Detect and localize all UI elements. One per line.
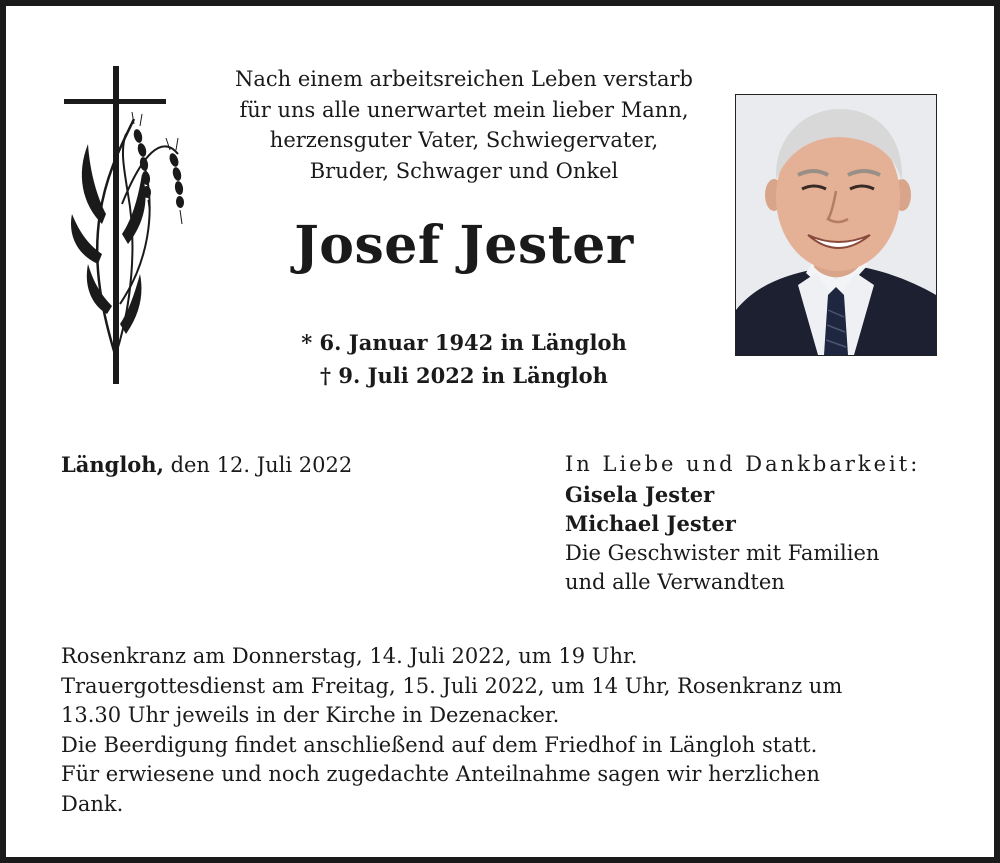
thanks-heading: In Liebe und Dankbarkeit: xyxy=(565,452,921,476)
place-and-date xyxy=(61,450,352,480)
service-line: Rosenkranz am Donnerstag, 14. Juli 2022, um 19 Uhr. xyxy=(61,644,638,668)
portrait-illustration xyxy=(736,95,936,355)
deceased-name: Josef Jester xyxy=(294,215,634,276)
notice-date: den 12. Juli 2022 xyxy=(163,453,353,477)
intro-text xyxy=(196,64,732,186)
cross-with-wheat-icon xyxy=(62,64,192,388)
portrait-photo xyxy=(735,94,937,356)
service-line: Dank. xyxy=(61,791,124,816)
intro-line: Nach einem arbeitsreichen Leben verstarb xyxy=(235,67,693,91)
relatives-line: und alle Verwandten xyxy=(565,570,785,594)
mourners-block xyxy=(565,450,920,598)
service-line: Für erwiesene und noch zugedachte Anteilnahme sagen wir herzlichen xyxy=(61,762,820,786)
mourner-name: Gisela Jester xyxy=(565,481,715,507)
service-details xyxy=(61,642,941,819)
birth-date: * 6. Januar 1942 in Längloh xyxy=(301,330,627,355)
place-name: Längloh, xyxy=(61,452,164,477)
death-date: † 9. Juli 2022 in Längloh xyxy=(320,363,608,388)
service-line: Trauergottesdienst am Freitag, 15. Juli 2022, um 14 Uhr, Rosenkranz um xyxy=(61,673,843,698)
intro-line: für uns alle unerwartet mein lieber Mann, xyxy=(239,97,689,122)
relatives-line: Die Geschwister mit Familien xyxy=(565,540,880,565)
mourner-name: Michael Jester xyxy=(565,511,736,536)
service-line: 13.30 Uhr jeweils in der Kirche in Dezenacker. xyxy=(61,703,560,727)
service-line: Die Beerdigung findet anschließend auf dem Friedhof in Längloh statt. xyxy=(61,732,818,757)
life-dates xyxy=(196,326,732,392)
intro-line: Bruder, Schwager und Onkel xyxy=(309,158,619,183)
intro-line: herzensguter Vater, Schwiegervater, xyxy=(269,128,659,152)
